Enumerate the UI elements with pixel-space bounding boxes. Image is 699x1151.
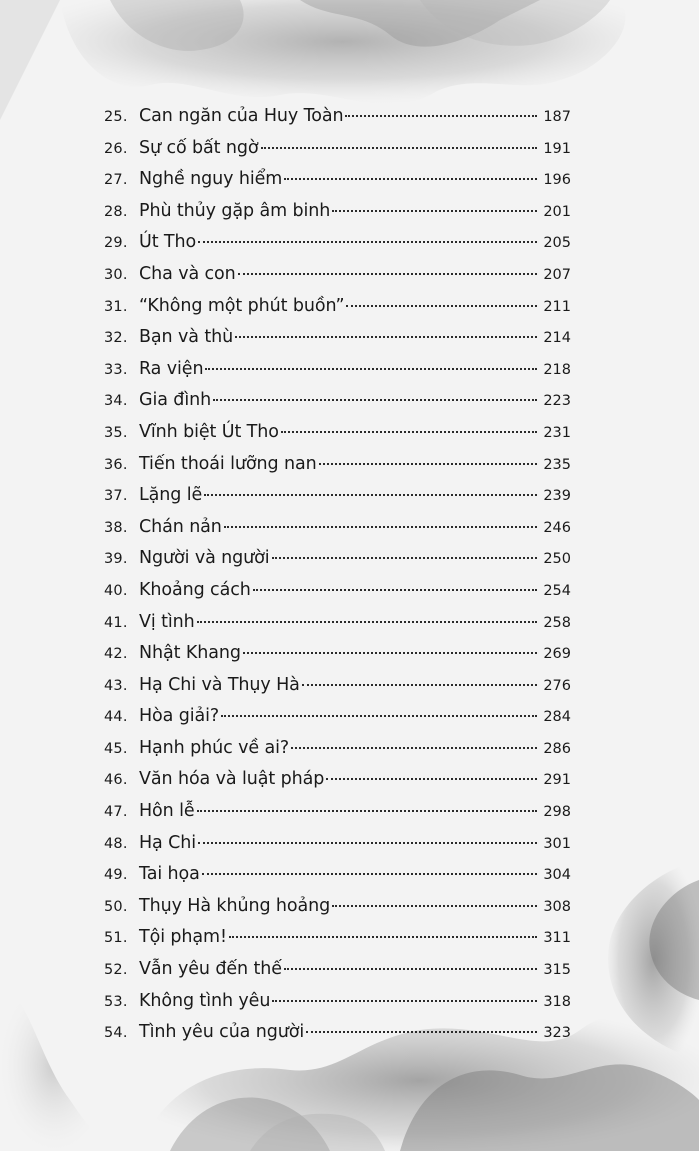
chapter-number: 54. bbox=[104, 1025, 128, 1042]
toc-entry[interactable] bbox=[104, 922, 571, 954]
chapter-title: Hòa giải? bbox=[139, 706, 220, 727]
dot-leader bbox=[197, 621, 537, 623]
dot-leader bbox=[213, 399, 537, 401]
dot-leader bbox=[204, 494, 537, 496]
page-number: 315 bbox=[543, 962, 571, 979]
page-number: 218 bbox=[543, 361, 571, 378]
chapter-title: Tiến thoái lưỡng nan bbox=[139, 453, 317, 474]
page-number: 205 bbox=[543, 235, 571, 252]
dot-leader bbox=[224, 526, 537, 528]
chapter-title: Bạn và thù bbox=[139, 327, 234, 348]
chapter-number: 46. bbox=[104, 772, 128, 789]
chapter-title: Khoảng cách bbox=[139, 579, 251, 600]
page-number: 231 bbox=[543, 424, 571, 441]
page-number: 211 bbox=[543, 298, 571, 315]
chapter-number: 50. bbox=[104, 898, 128, 915]
dot-leader bbox=[238, 273, 537, 275]
page-number: 223 bbox=[543, 393, 571, 410]
chapter-title: Tội phạm! bbox=[139, 927, 227, 948]
toc-entry[interactable] bbox=[104, 986, 571, 1018]
dot-leader bbox=[332, 210, 537, 212]
chapter-title: Vị tình bbox=[139, 611, 195, 632]
chapter-number: 47. bbox=[104, 804, 128, 821]
dot-leader bbox=[253, 589, 537, 591]
toc-entry[interactable] bbox=[104, 291, 571, 323]
dot-leader bbox=[272, 557, 537, 559]
chapter-title: Sự cố bất ngờ bbox=[139, 137, 259, 158]
chapter-number: 34. bbox=[104, 393, 128, 410]
toc-entry[interactable] bbox=[104, 701, 571, 733]
page-number: 246 bbox=[543, 519, 571, 536]
page-number: 308 bbox=[543, 898, 571, 915]
chapter-number: 38. bbox=[104, 519, 128, 536]
chapter-title: Thụy Hà khủng hoảng bbox=[139, 895, 331, 916]
chapter-number: 49. bbox=[104, 867, 128, 884]
toc-entry[interactable] bbox=[104, 670, 571, 702]
dot-leader bbox=[198, 241, 537, 243]
chapter-title: Phù thủy gặp âm binh bbox=[139, 200, 331, 221]
chapter-title: Nhật Khang bbox=[139, 643, 241, 664]
chapter-title: Hạnh phúc về ai? bbox=[139, 737, 290, 758]
page-number: 269 bbox=[543, 646, 571, 663]
dot-leader bbox=[261, 147, 537, 149]
page-number: 254 bbox=[543, 582, 571, 599]
toc-entry[interactable] bbox=[104, 480, 571, 512]
chapter-number: 28. bbox=[104, 203, 128, 220]
dot-leader bbox=[198, 842, 537, 844]
dot-leader bbox=[284, 968, 537, 970]
dot-leader bbox=[202, 873, 537, 875]
toc-entry[interactable] bbox=[104, 259, 571, 291]
chapter-title: Người và người bbox=[139, 548, 270, 569]
chapter-number: 43. bbox=[104, 677, 128, 694]
chapter-title: Út Tho bbox=[139, 232, 197, 253]
toc-entry[interactable] bbox=[104, 733, 571, 765]
page-number: 239 bbox=[543, 488, 571, 505]
toc-entry[interactable] bbox=[104, 196, 571, 228]
page-number: 258 bbox=[543, 614, 571, 631]
dot-leader bbox=[284, 178, 537, 180]
toc-entry[interactable] bbox=[104, 133, 571, 165]
chapter-number: 32. bbox=[104, 330, 128, 347]
chapter-number: 33. bbox=[104, 361, 128, 378]
chapter-number: 52. bbox=[104, 962, 128, 979]
toc-entry[interactable] bbox=[104, 954, 571, 986]
chapter-number: 26. bbox=[104, 140, 128, 157]
toc-entry[interactable] bbox=[104, 828, 571, 860]
page-number: 301 bbox=[543, 835, 571, 852]
page-number: 235 bbox=[543, 456, 571, 473]
page-number: 298 bbox=[543, 804, 571, 821]
page-number: 323 bbox=[543, 1025, 571, 1042]
chapter-title: Hạ Chi bbox=[139, 832, 197, 853]
page-number: 318 bbox=[543, 993, 571, 1010]
toc-entry[interactable] bbox=[104, 859, 571, 891]
chapter-title: Văn hóa và luật pháp bbox=[139, 769, 325, 790]
page-number: 201 bbox=[543, 203, 571, 220]
page-number: 207 bbox=[543, 266, 571, 283]
chapter-number: 29. bbox=[104, 235, 128, 252]
chapter-title: Can ngăn của Huy Toàn bbox=[139, 106, 344, 126]
dot-leader bbox=[345, 115, 537, 117]
chapter-title: Hôn lễ bbox=[139, 801, 195, 822]
page-number: 276 bbox=[543, 677, 571, 694]
page-number: 311 bbox=[543, 930, 571, 947]
chapter-title: Lặng lẽ bbox=[139, 485, 203, 506]
dot-leader bbox=[229, 936, 537, 938]
dot-leader bbox=[302, 684, 537, 686]
chapter-number: 40. bbox=[104, 582, 128, 599]
toc-entry[interactable] bbox=[104, 796, 571, 828]
chapter-title: Nghề nguy hiểm bbox=[139, 169, 283, 190]
toc-entry[interactable] bbox=[104, 449, 571, 481]
chapter-number: 36. bbox=[104, 456, 128, 473]
chapter-number: 45. bbox=[104, 740, 128, 757]
toc-entry[interactable] bbox=[104, 764, 571, 796]
page-number: 187 bbox=[543, 109, 571, 125]
toc-entry[interactable] bbox=[104, 417, 571, 449]
page-number: 214 bbox=[543, 330, 571, 347]
chapter-title: “Không một phút buồn” bbox=[139, 295, 345, 316]
page-number: 196 bbox=[543, 172, 571, 189]
chapter-title: Tình yêu của người bbox=[139, 1022, 305, 1043]
toc-entry[interactable] bbox=[104, 891, 571, 923]
chapter-number: 31. bbox=[104, 298, 128, 315]
toc-entry[interactable] bbox=[104, 354, 571, 386]
chapter-title: Gia đình bbox=[139, 390, 212, 411]
dot-leader bbox=[197, 810, 537, 812]
dot-leader bbox=[326, 778, 537, 780]
chapter-number: 30. bbox=[104, 266, 128, 283]
toc-entry[interactable] bbox=[104, 607, 571, 639]
chapter-title: Vĩnh biệt Út Tho bbox=[139, 421, 279, 442]
chapter-title: Không tình yêu bbox=[139, 990, 271, 1011]
toc-entry[interactable] bbox=[104, 322, 571, 354]
chapter-number: 27. bbox=[104, 172, 128, 189]
toc-entry[interactable] bbox=[104, 512, 571, 544]
dot-leader bbox=[319, 463, 537, 465]
chapter-number: 48. bbox=[104, 835, 128, 852]
chapter-number: 25. bbox=[104, 109, 128, 125]
toc-entry[interactable] bbox=[104, 638, 571, 670]
toc-entry[interactable] bbox=[104, 575, 571, 607]
chapter-number: 39. bbox=[104, 551, 128, 568]
page-number: 291 bbox=[543, 772, 571, 789]
dot-leader bbox=[332, 905, 537, 907]
chapter-title: Vẫn yêu đến thế bbox=[139, 959, 282, 980]
chapter-number: 44. bbox=[104, 709, 128, 726]
toc-entry[interactable] bbox=[104, 101, 571, 133]
chapter-number: 35. bbox=[104, 424, 128, 441]
toc-entry[interactable] bbox=[104, 164, 571, 196]
dot-leader bbox=[306, 1031, 537, 1033]
dot-leader bbox=[346, 305, 537, 307]
dot-leader bbox=[281, 431, 537, 433]
chapter-number: 53. bbox=[104, 993, 128, 1010]
dot-leader bbox=[291, 747, 537, 749]
dot-leader bbox=[243, 652, 537, 654]
page-number: 284 bbox=[543, 709, 571, 726]
toc-entry[interactable] bbox=[104, 227, 571, 259]
chapter-title: Hạ Chi và Thụy Hà bbox=[139, 674, 300, 695]
chapter-title: Cha và con bbox=[139, 263, 236, 284]
chapter-title: Chán nản bbox=[139, 516, 222, 537]
toc-entry[interactable] bbox=[104, 543, 571, 575]
dot-leader bbox=[272, 1000, 537, 1002]
chapter-number: 51. bbox=[104, 930, 128, 947]
chapter-title: Ra viện bbox=[139, 358, 204, 379]
dot-leader bbox=[221, 715, 537, 717]
toc-entry[interactable] bbox=[104, 1017, 571, 1049]
toc-entry[interactable] bbox=[104, 385, 571, 417]
page-number: 191 bbox=[543, 140, 571, 157]
page-number: 250 bbox=[543, 551, 571, 568]
chapter-title: Tai họa bbox=[139, 864, 200, 885]
chapter-number: 37. bbox=[104, 488, 128, 505]
page-number: 286 bbox=[543, 740, 571, 757]
table-of-contents bbox=[104, 101, 571, 1049]
page-number: 304 bbox=[543, 867, 571, 884]
chapter-number: 41. bbox=[104, 614, 128, 631]
dot-leader bbox=[235, 336, 537, 338]
dot-leader bbox=[205, 368, 537, 370]
chapter-number: 42. bbox=[104, 646, 128, 663]
